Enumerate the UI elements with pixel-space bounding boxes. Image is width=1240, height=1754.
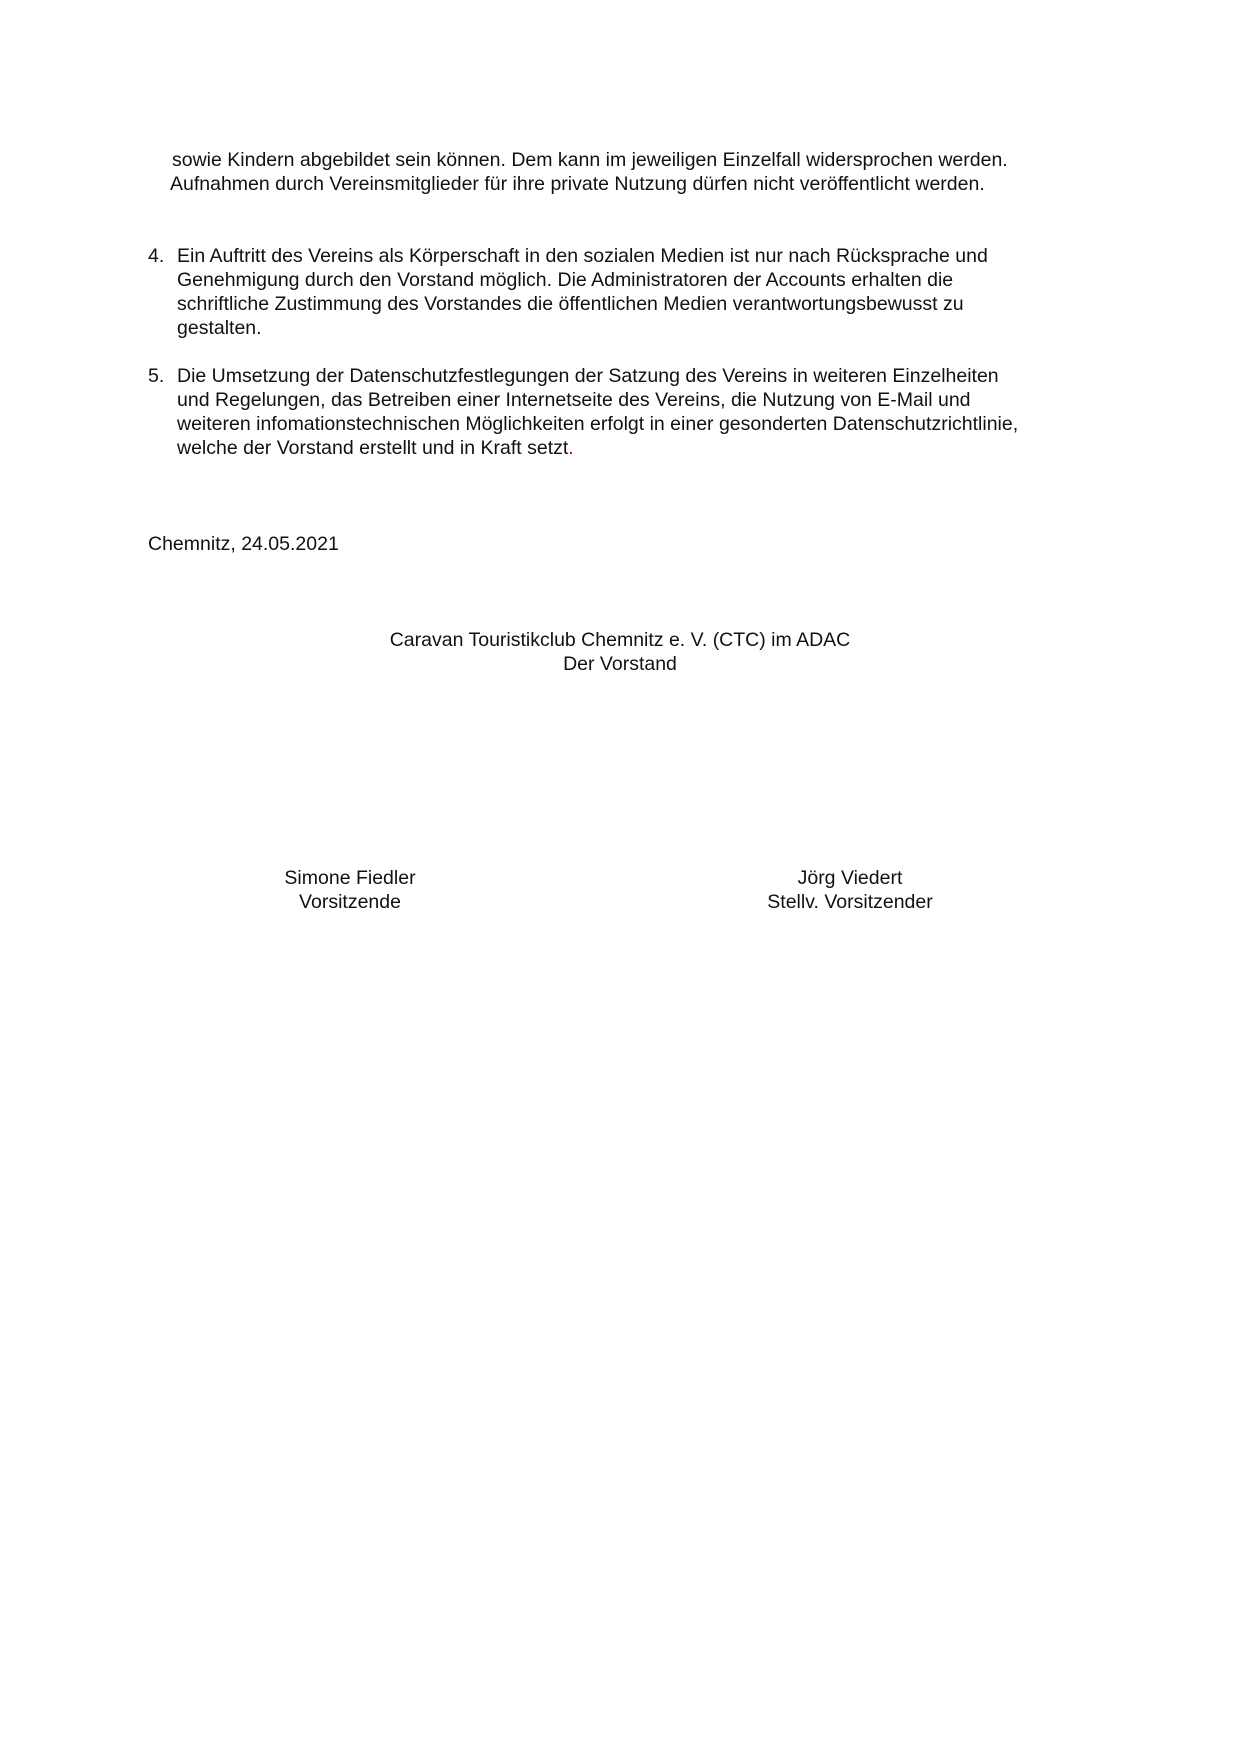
list-item-number: 5. [148,365,165,387]
signatory-left [190,866,510,914]
signatory-role: Stellv. Vorsitzender [767,891,933,913]
place-date: Chemnitz, 24.05.2021 [148,533,339,555]
organization-name: Caravan Touristikclub Chemnitz e. V. (CTC) im ADAC [389,629,851,651]
signatory-name: Simone Fiedler [284,867,416,889]
list-item-line: Ein Auftritt des Vereins als Körperschaft in den sozialen Medien ist nur nach Rücksprache und [177,245,988,267]
organization-body: Der Vorstand [563,653,677,675]
list-item-line: weiteren infomationstechnischen Möglichkeiten erfolgt in einer gesonderten Datenschutzrichtlinie, [177,413,1019,435]
list-item-line: und Regelungen, das Betreiben einer Internetseite des Vereins, die Nutzung von E-Mail und [177,389,971,411]
list-item-text [177,364,1107,460]
list-item-line: gestalten. [177,317,262,339]
list-item-text [177,244,1107,340]
signatory-right [690,866,1010,914]
continuation-line-1: sowie Kindern abgebildet sein können. Dem kann im jeweiligen Einzelfall widersprochen werden. [172,149,1008,171]
end-mark: . [568,437,574,459]
list-item-line: Genehmigung durch den Vorstand möglich. Die Administratoren der Accounts erhalten die [177,269,954,291]
list-item-line: Die Umsetzung der Datenschutzfestlegungen der Satzung des Vereins in weiteren Einzelheiten [177,365,999,387]
list-item-line [177,436,1107,460]
organization-block [0,628,1240,676]
continuation-line-2: Aufnahmen durch Vereinsmitglieder für ihre private Nutzung dürfen nicht veröffentlicht werden. [170,173,985,195]
list-item-line: schriftliche Zustimmung des Vorstandes die öffentlichen Medien verantwortungsbewusst zu [177,293,964,315]
signatory-name: Jörg Viedert [797,867,903,889]
list-item-number: 4. [148,245,165,267]
list-item-line-text: welche der Vorstand erstellt und in Kraft setzt [177,437,569,459]
signatory-role: Vorsitzende [299,891,401,913]
